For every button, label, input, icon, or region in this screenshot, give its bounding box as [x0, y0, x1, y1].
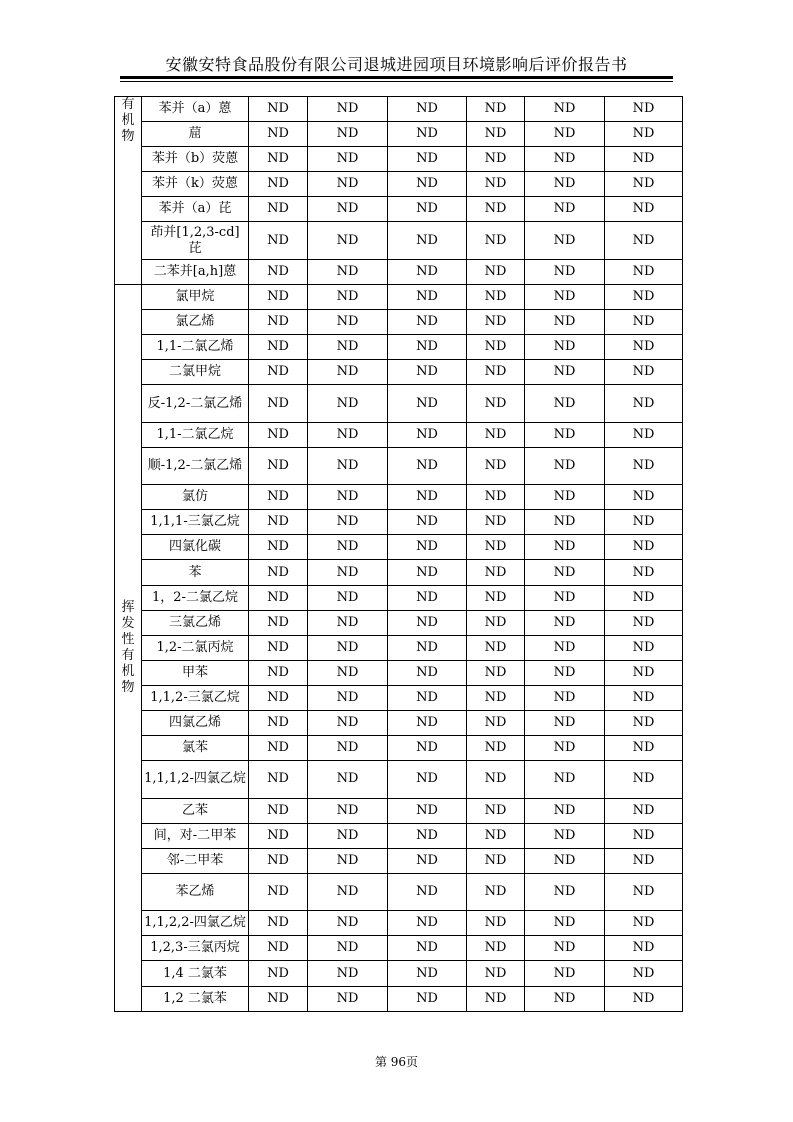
result-cell: ND [605, 610, 683, 635]
result-cell: ND [525, 447, 605, 484]
result-cell: ND [605, 873, 683, 910]
result-cell: ND [605, 560, 683, 585]
result-cell: ND [525, 823, 605, 848]
result-cell: ND [467, 911, 525, 936]
result-cell: ND [605, 147, 683, 172]
result-cell: ND [605, 585, 683, 610]
result-cell: ND [605, 172, 683, 197]
result-cell: ND [605, 961, 683, 986]
result-cell: ND [308, 585, 388, 610]
result-cell: ND [249, 635, 308, 660]
result-cell: ND [249, 422, 308, 447]
result-cell: ND [388, 97, 467, 122]
analyte-name: 苯乙烯 [142, 873, 249, 910]
result-cell: ND [249, 172, 308, 197]
result-cell: ND [605, 97, 683, 122]
result-cell: ND [467, 147, 525, 172]
result-cell: ND [308, 510, 388, 535]
table-row [115, 823, 683, 848]
table-row [115, 961, 683, 986]
table-row [115, 335, 683, 360]
table-row [115, 635, 683, 660]
table-row [115, 360, 683, 385]
result-cell: ND [467, 447, 525, 484]
analyte-name: 四氯化碳 [142, 535, 249, 560]
table-row [115, 585, 683, 610]
analyte-name: 1,2 二氯苯 [142, 986, 249, 1011]
result-cell: ND [467, 360, 525, 385]
result-cell: ND [525, 736, 605, 761]
result-cell: ND [388, 848, 467, 873]
result-cell: ND [249, 485, 308, 510]
table-row [115, 447, 683, 484]
result-cell: ND [605, 986, 683, 1011]
table-row [115, 685, 683, 710]
result-cell: ND [388, 798, 467, 823]
table-row [115, 485, 683, 510]
result-cell: ND [308, 485, 388, 510]
result-cell: ND [249, 961, 308, 986]
result-cell: ND [388, 310, 467, 335]
result-cell: ND [605, 510, 683, 535]
result-cell: ND [605, 798, 683, 823]
result-cell: ND [467, 873, 525, 910]
analyte-name: 1,1,1,2-四氯乙烷 [142, 761, 249, 798]
table-row [115, 172, 683, 197]
result-cell: ND [388, 711, 467, 736]
result-cell: ND [388, 936, 467, 961]
table-row [115, 986, 683, 1011]
result-cell: ND [525, 335, 605, 360]
table-row [115, 310, 683, 335]
result-cell: ND [525, 284, 605, 309]
result-cell: ND [388, 172, 467, 197]
table-row [115, 385, 683, 422]
result-cell: ND [308, 936, 388, 961]
result-cell: ND [525, 510, 605, 535]
result-cell: ND [308, 911, 388, 936]
category-label: 有机物 [121, 97, 135, 144]
result-cell: ND [308, 284, 388, 309]
result-cell: ND [605, 685, 683, 710]
result-cell: ND [605, 936, 683, 961]
analyte-name: 苯并（a）蒽 [142, 97, 249, 122]
result-cell: ND [605, 711, 683, 736]
table-row [115, 911, 683, 936]
result-cell: ND [467, 736, 525, 761]
analyte-name: 1,2,3-三氯丙烷 [142, 936, 249, 961]
result-cell: ND [388, 911, 467, 936]
result-cell: ND [467, 485, 525, 510]
header-rule-thin [120, 81, 673, 82]
analyte-name: 䓛 [142, 122, 249, 147]
table-row [115, 660, 683, 685]
result-cell: ND [249, 936, 308, 961]
result-cell: ND [467, 961, 525, 986]
result-cell: ND [605, 385, 683, 422]
result-cell: ND [467, 986, 525, 1011]
result-cell: ND [525, 961, 605, 986]
result-cell: ND [525, 485, 605, 510]
result-cell: ND [605, 911, 683, 936]
table-row [115, 560, 683, 585]
result-cell: ND [525, 360, 605, 385]
result-cell: ND [467, 610, 525, 635]
table-row [115, 422, 683, 447]
result-cell: ND [467, 310, 525, 335]
result-cell: ND [249, 535, 308, 560]
analyte-name: 茚并[1,2,3-cd]芘 [142, 222, 249, 259]
result-cell: ND [467, 385, 525, 422]
table-row [115, 535, 683, 560]
header-rule-thick [120, 76, 673, 79]
page-number: 第 96页 [374, 1055, 419, 1069]
result-cell: ND [249, 284, 308, 309]
analyte-name: 四氯乙烯 [142, 711, 249, 736]
result-cell: ND [388, 761, 467, 798]
result-cell: ND [467, 97, 525, 122]
result-cell: ND [467, 510, 525, 535]
analyte-name: 二氯甲烷 [142, 360, 249, 385]
result-cell: ND [388, 560, 467, 585]
result-cell: ND [525, 222, 605, 259]
analyte-name: 1，2-二氯乙烷 [142, 585, 249, 610]
result-cell: ND [525, 197, 605, 222]
result-cell: ND [249, 197, 308, 222]
result-cell: ND [605, 761, 683, 798]
result-cell: ND [605, 736, 683, 761]
result-cell: ND [308, 736, 388, 761]
analyte-name: 邻-二甲苯 [142, 848, 249, 873]
table-row [115, 936, 683, 961]
result-cell: ND [605, 422, 683, 447]
analyte-name: 苯并（b）荧蒽 [142, 147, 249, 172]
result-cell: ND [308, 259, 388, 284]
result-cell: ND [388, 535, 467, 560]
result-cell: ND [308, 447, 388, 484]
result-cell: ND [249, 610, 308, 635]
analyte-name: 甲苯 [142, 660, 249, 685]
result-cell: ND [308, 310, 388, 335]
result-cell: ND [525, 635, 605, 660]
result-cell: ND [308, 635, 388, 660]
result-cell: ND [388, 986, 467, 1011]
result-cell: ND [308, 197, 388, 222]
result-cell: ND [467, 848, 525, 873]
result-cell: ND [249, 335, 308, 360]
result-cell: ND [249, 873, 308, 910]
result-cell: ND [249, 848, 308, 873]
category-label: 挥发性有机物 [121, 599, 135, 695]
result-cell: ND [308, 97, 388, 122]
result-cell: ND [308, 335, 388, 360]
result-cell: ND [388, 585, 467, 610]
result-cell: ND [388, 147, 467, 172]
result-cell: ND [525, 259, 605, 284]
result-cell: ND [388, 635, 467, 660]
table-row [115, 848, 683, 873]
result-cell: ND [249, 122, 308, 147]
result-cell: ND [467, 422, 525, 447]
result-cell: ND [605, 335, 683, 360]
analyte-name: 氯甲烷 [142, 284, 249, 309]
result-cell: ND [525, 610, 605, 635]
analyte-name: 顺-1,2-二氯乙烯 [142, 447, 249, 484]
result-cell: ND [525, 535, 605, 560]
result-cell: ND [467, 585, 525, 610]
result-cell: ND [308, 848, 388, 873]
analyte-name: 苯并（k）荧蒽 [142, 172, 249, 197]
analyte-name: 苯并（a）芘 [142, 197, 249, 222]
result-cell: ND [308, 172, 388, 197]
result-cell: ND [249, 798, 308, 823]
result-cell: ND [605, 122, 683, 147]
result-cell: ND [605, 310, 683, 335]
result-cell: ND [388, 823, 467, 848]
result-cell: ND [525, 147, 605, 172]
result-cell: ND [308, 610, 388, 635]
result-cell: ND [467, 761, 525, 798]
table-row [115, 259, 683, 284]
result-cell: ND [249, 560, 308, 585]
result-cell: ND [605, 848, 683, 873]
result-cell: ND [249, 310, 308, 335]
result-cell: ND [525, 761, 605, 798]
table-row [115, 711, 683, 736]
analyte-name: 三氯乙烯 [142, 610, 249, 635]
result-cell: ND [308, 685, 388, 710]
result-cell: ND [249, 147, 308, 172]
result-cell: ND [467, 335, 525, 360]
result-cell: ND [308, 385, 388, 422]
result-cell: ND [249, 97, 308, 122]
result-cell: ND [388, 961, 467, 986]
result-cell: ND [388, 284, 467, 309]
result-cell: ND [308, 823, 388, 848]
result-cell: ND [467, 660, 525, 685]
analyte-name: 氯仿 [142, 485, 249, 510]
result-cell: ND [249, 510, 308, 535]
result-cell: ND [249, 711, 308, 736]
table-row [115, 197, 683, 222]
result-cell: ND [308, 422, 388, 447]
analyte-name: 1,1-二氯乙烷 [142, 422, 249, 447]
analyte-name: 1,1-二氯乙烯 [142, 335, 249, 360]
analyte-name: 苯 [142, 560, 249, 585]
result-cell: ND [605, 635, 683, 660]
result-cell: ND [388, 335, 467, 360]
result-cell: ND [249, 222, 308, 259]
analyte-name: 氯苯 [142, 736, 249, 761]
result-cell: ND [605, 360, 683, 385]
table-row [115, 736, 683, 761]
result-cell: ND [388, 610, 467, 635]
result-cell: ND [249, 585, 308, 610]
result-cell: ND [605, 485, 683, 510]
result-cell: ND [249, 736, 308, 761]
analyte-name: 氯乙烯 [142, 310, 249, 335]
result-cell: ND [525, 911, 605, 936]
analyte-name: 1,2-二氯丙烷 [142, 635, 249, 660]
result-cell: ND [308, 147, 388, 172]
result-cell: ND [388, 485, 467, 510]
table-row [115, 147, 683, 172]
result-cell: ND [467, 122, 525, 147]
result-cell: ND [467, 685, 525, 710]
result-cell: ND [388, 510, 467, 535]
result-cell: ND [388, 122, 467, 147]
result-cell: ND [388, 222, 467, 259]
result-cell: ND [525, 422, 605, 447]
result-cell: ND [467, 711, 525, 736]
result-cell: ND [525, 798, 605, 823]
table-row [115, 97, 683, 122]
category-cell [115, 284, 142, 1011]
result-cell: ND [249, 385, 308, 422]
result-cell: ND [525, 986, 605, 1011]
result-cell: ND [525, 685, 605, 710]
result-cell: ND [525, 172, 605, 197]
table-row [115, 122, 683, 147]
result-cell: ND [605, 823, 683, 848]
result-cell: ND [388, 660, 467, 685]
result-cell: ND [605, 197, 683, 222]
result-cell: ND [249, 360, 308, 385]
result-cell: ND [525, 560, 605, 585]
result-cell: ND [249, 986, 308, 1011]
result-cell: ND [249, 823, 308, 848]
table-row [115, 284, 683, 309]
analyte-name: 1,1,1-三氯乙烷 [142, 510, 249, 535]
result-cell: ND [525, 936, 605, 961]
result-cell: ND [388, 736, 467, 761]
analyte-name: 二苯并[a,h]蒽 [142, 259, 249, 284]
result-cell: ND [388, 447, 467, 484]
result-cell: ND [308, 873, 388, 910]
category-cell [115, 97, 142, 285]
result-cell: ND [467, 798, 525, 823]
result-cell: ND [467, 284, 525, 309]
result-cell: ND [388, 873, 467, 910]
result-cell: ND [249, 761, 308, 798]
result-cell: ND [308, 798, 388, 823]
result-cell: ND [467, 197, 525, 222]
table-row [115, 761, 683, 798]
result-cell: ND [308, 961, 388, 986]
table-row [115, 222, 683, 259]
result-cell: ND [308, 560, 388, 585]
result-cell: ND [249, 911, 308, 936]
result-cell: ND [249, 447, 308, 484]
result-cell: ND [605, 535, 683, 560]
result-cell: ND [467, 222, 525, 259]
result-cell: ND [525, 585, 605, 610]
table-row [115, 873, 683, 910]
page-header-title: 安徽安特食品股份有限公司退城进园项目环境影响后评价报告书 [165, 55, 628, 74]
result-cell: ND [308, 222, 388, 259]
result-cell: ND [249, 259, 308, 284]
result-cell: ND [605, 259, 683, 284]
result-cell: ND [525, 873, 605, 910]
table-row [115, 510, 683, 535]
result-cell: ND [308, 761, 388, 798]
result-cell: ND [525, 122, 605, 147]
result-cell: ND [388, 259, 467, 284]
result-cell: ND [605, 447, 683, 484]
result-cell: ND [249, 660, 308, 685]
analyte-name: 1,4 二氯苯 [142, 961, 249, 986]
analyte-name: 1,1,2-三氯乙烷 [142, 685, 249, 710]
result-cell: ND [467, 535, 525, 560]
result-cell: ND [308, 711, 388, 736]
table-row [115, 798, 683, 823]
result-cell: ND [605, 284, 683, 309]
result-cell: ND [467, 172, 525, 197]
analyte-name: 乙苯 [142, 798, 249, 823]
result-cell: ND [308, 535, 388, 560]
result-cell: ND [308, 360, 388, 385]
result-cell: ND [525, 848, 605, 873]
result-cell: ND [525, 385, 605, 422]
result-cell: ND [249, 685, 308, 710]
result-cell: ND [467, 823, 525, 848]
result-cell: ND [388, 360, 467, 385]
table-row [115, 610, 683, 635]
result-cell: ND [605, 660, 683, 685]
results-table [114, 96, 683, 1012]
result-cell: ND [525, 310, 605, 335]
result-cell: ND [308, 986, 388, 1011]
result-cell: ND [388, 685, 467, 710]
result-cell: ND [388, 422, 467, 447]
result-cell: ND [605, 222, 683, 259]
result-cell: ND [525, 660, 605, 685]
result-cell: ND [308, 660, 388, 685]
result-cell: ND [308, 122, 388, 147]
result-cell: ND [467, 936, 525, 961]
analyte-name: 1,1,2,2-四氯乙烷 [142, 911, 249, 936]
result-cell: ND [467, 635, 525, 660]
result-cell: ND [467, 259, 525, 284]
analyte-name: 间，对-二甲苯 [142, 823, 249, 848]
result-cell: ND [525, 97, 605, 122]
result-cell: ND [388, 197, 467, 222]
result-cell: ND [388, 385, 467, 422]
result-cell: ND [525, 711, 605, 736]
result-cell: ND [467, 560, 525, 585]
analyte-name: 反-1,2-二氯乙烯 [142, 385, 249, 422]
